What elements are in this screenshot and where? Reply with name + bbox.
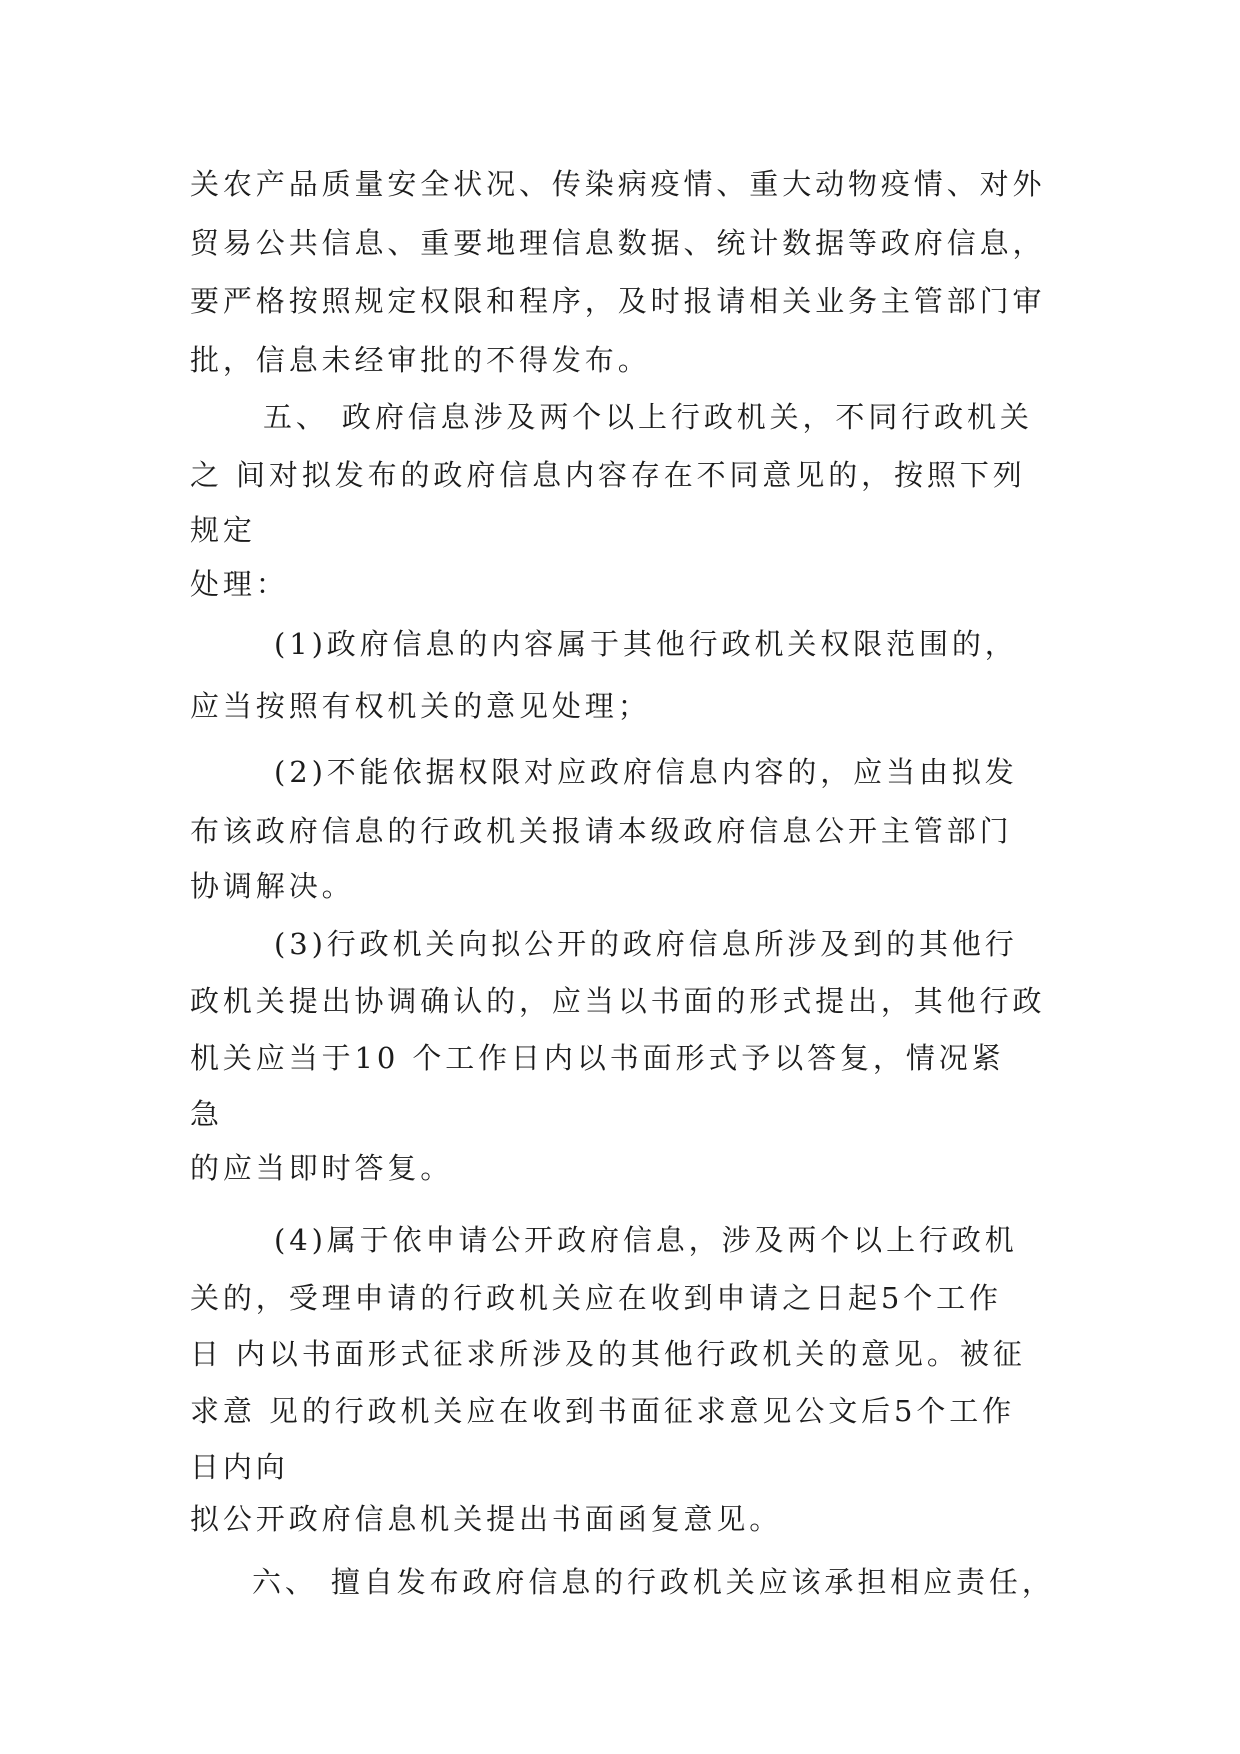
list-item-1: (1)政府信息的内容属于其他行政机关权限范围的， <box>274 627 1018 661</box>
text-line: 规定 <box>190 513 256 547</box>
text-line: 关农产品质量安全状况、传染病疫情、重大动物疫情、对外 <box>190 167 1046 201</box>
text-line: 应当按照有权机关的意见处理； <box>190 689 651 723</box>
section-heading-5: 五、 政府信息涉及两个以上行政机关，不同行政机关 <box>263 400 1033 434</box>
text-line: 日 内以书面形式征求所涉及的其他行政机关的意见。被征 <box>190 1337 1026 1371</box>
text-line: 贸易公共信息、重要地理信息数据、统计数据等政府信息， <box>190 226 1046 260</box>
text-line: 协调解决。 <box>190 869 355 903</box>
text-line: 政机关提出协调确认的，应当以书面的形式提出，其他行政 <box>190 984 1046 1018</box>
list-item-4: (4)属于依申请公开政府信息，涉及两个以上行政机 <box>274 1223 1018 1257</box>
text-line: 批，信息未经审批的不得发布。 <box>190 343 651 377</box>
section-heading-6: 六、 擅自发布政府信息的行政机关应该承担相应责任， <box>252 1565 1055 1599</box>
text-line: 之 间对拟发布的政府信息内容存在不同意见的，按照下列 <box>190 458 1026 492</box>
text-line: 布该政府信息的行政机关报请本级政府信息公开主管部门 <box>190 814 1013 848</box>
text-line: 处理： <box>190 567 289 601</box>
text-line: 机关应当于10 个工作日内以书面形式予以答复，情况紧 <box>190 1041 1005 1075</box>
text-line: 求意 见的行政机关应在收到书面征求意见公文后5个工作 <box>190 1394 1016 1428</box>
text-line: 关的，受理申请的行政机关应在收到申请之日起5个工作 <box>190 1281 1002 1315</box>
text-line: 的应当即时答复。 <box>190 1151 454 1185</box>
list-item-2: (2)不能依据权限对应政府信息内容的，应当由拟发 <box>274 755 1018 789</box>
text-line: 拟公开政府信息机关提出书面函复意见。 <box>190 1502 783 1536</box>
text-line: 要严格按照规定权限和程序，及时报请相关业务主管部门审 <box>190 284 1046 318</box>
text-line: 急 <box>190 1097 223 1131</box>
list-item-3: (3)行政机关向拟公开的政府信息所涉及到的其他行 <box>274 927 1018 961</box>
text-line: 日内向 <box>190 1450 289 1484</box>
